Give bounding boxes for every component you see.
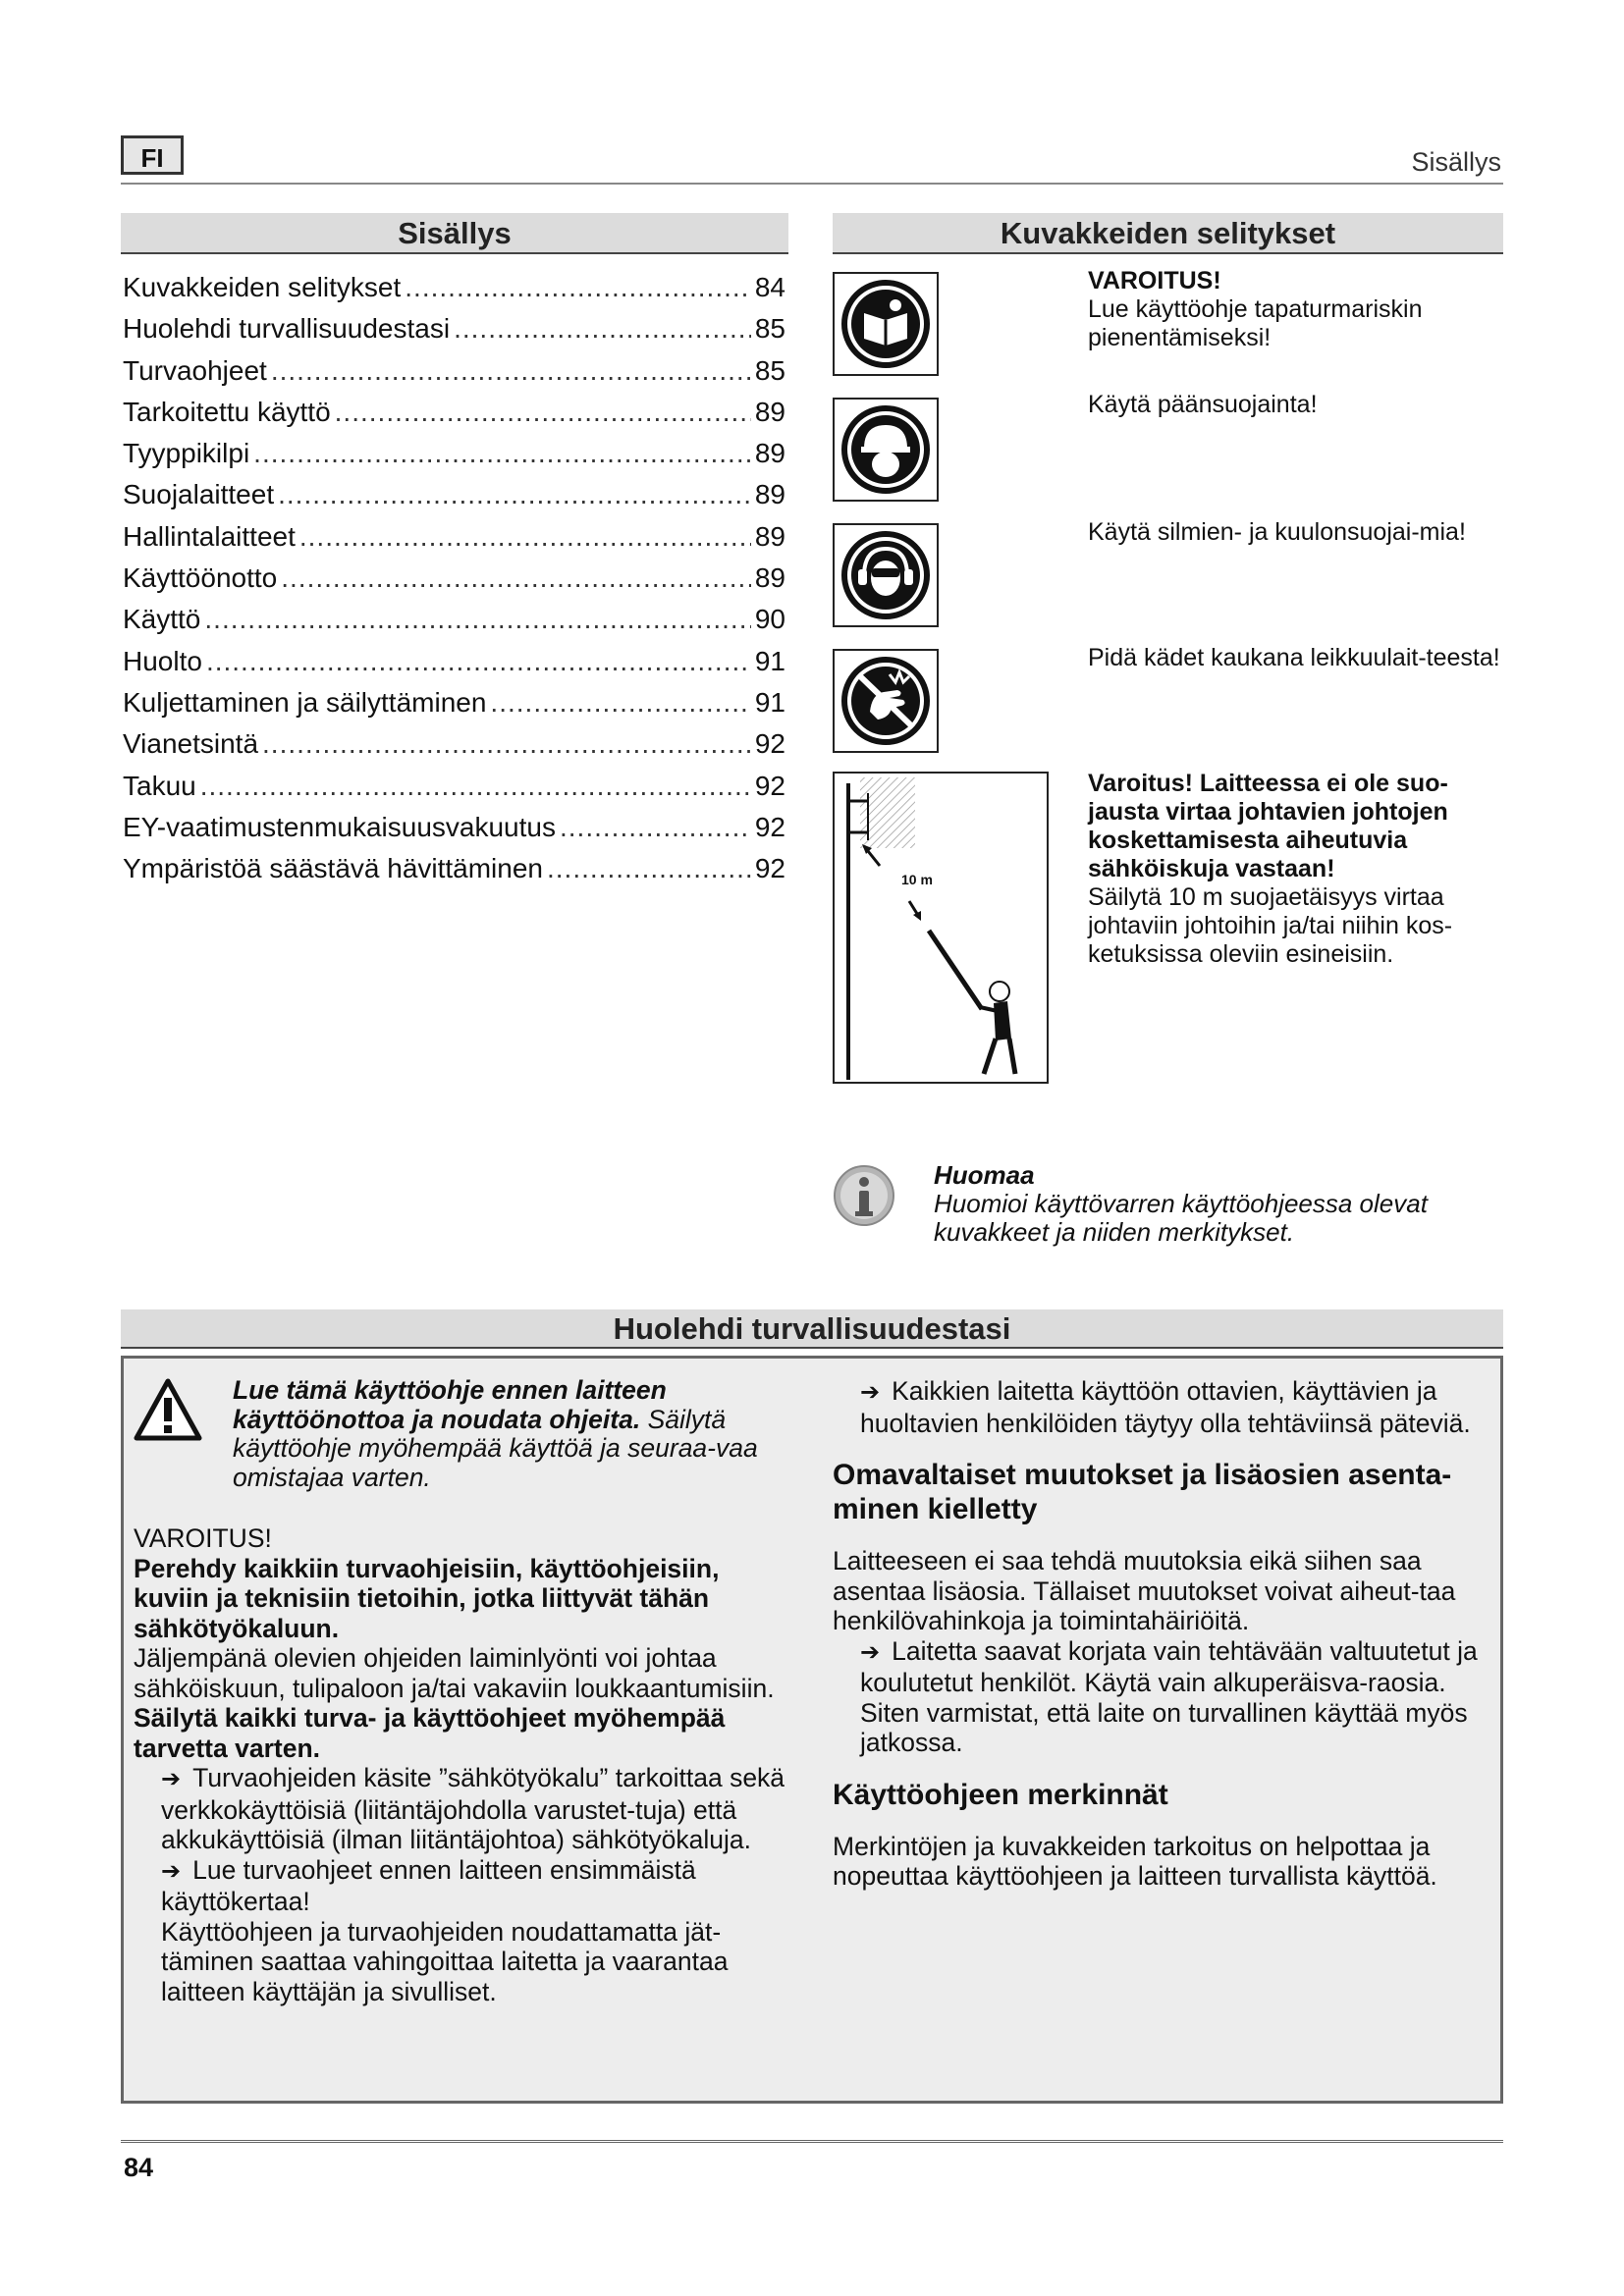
pictogram-5-text bbox=[1088, 770, 1500, 969]
toc-leader-dots bbox=[206, 641, 751, 682]
safety-title: Huolehdi turvallisuudestasi bbox=[121, 1309, 1503, 1349]
head-protection-icon bbox=[833, 398, 939, 502]
bullet-power-tool: ➔ Turvaohjeiden käsite ”sähkötyökalu” tarkoittaa sekä verkkokäyttöisiä (liitäntäjohdolla varustet-tuja) että akkukäyttöisiä (ilman liitäntäjohtoa) sähkötyökaluja. bbox=[161, 1763, 785, 1854]
toc-leader-dots bbox=[271, 350, 751, 392]
bullet-read-before: ➔ Lue turvaohjeet ennen laitteen ensimmäistä käyttökertaa! bbox=[161, 1854, 696, 1916]
toc-entry-label: Kuljettaminen ja säilyttäminen bbox=[123, 686, 487, 718]
pictogram-3-text: Käytä silmien- ja kuulonsuojai-mia! bbox=[1088, 518, 1466, 546]
pictogram-1-text bbox=[1088, 267, 1500, 352]
toc-leader-dots bbox=[299, 516, 751, 558]
toc-entry bbox=[123, 433, 785, 474]
toc-entry-label: Käyttö bbox=[123, 604, 201, 635]
toc-entry-label: Takuu bbox=[123, 770, 196, 801]
toc-entry-page: 92 bbox=[754, 770, 785, 801]
toc-entry bbox=[123, 308, 785, 349]
toc-leader-dots bbox=[490, 682, 750, 723]
pictograms-title: Kuvakkeiden selitykset bbox=[833, 213, 1503, 254]
toc-entry bbox=[123, 350, 785, 392]
pictogram-4-text: Pidä kädet kaukana leikkuulait-teesta! bbox=[1088, 644, 1500, 671]
toc-entry-page: 89 bbox=[754, 438, 785, 469]
toc-leader-dots bbox=[335, 392, 751, 433]
toc-entry-label: Vianetsintä bbox=[123, 728, 259, 760]
language-tab: FI bbox=[121, 135, 184, 175]
toc-leader-dots bbox=[560, 807, 751, 848]
warning-read-manual: Lue tämä käyttöohje ennen laitteen käyttöönottoa ja noudata ohjeita. Säilytä käyttöohje myöhempää käyttöä ja seuraa-vaa omistajaa varten. bbox=[233, 1375, 758, 1492]
info-icon bbox=[833, 1164, 895, 1227]
toc-entry bbox=[123, 558, 785, 599]
marks-heading: Käyttöohjeen merkinnät bbox=[833, 1778, 1168, 1811]
varoitus-block bbox=[134, 1523, 801, 2006]
bullet-read-before-cont: Käyttöohjeen ja turvaohjeiden noudattamatta jät-täminen saattaa vahingoittaa laitetta ja vaarantaa laitteen käyttäjän ja sivulliset. bbox=[161, 1916, 729, 2006]
toc-entry-label: Suojalaitteet bbox=[123, 479, 275, 510]
toc-entry-label: Tarkoitettu käyttö bbox=[123, 396, 331, 427]
toc-entry bbox=[123, 516, 785, 558]
page-number: 84 bbox=[124, 2153, 154, 2182]
toc-entry bbox=[123, 848, 785, 889]
toc-entry-page: 85 bbox=[754, 313, 785, 345]
toc-entry bbox=[123, 723, 785, 765]
toc-leader-dots bbox=[253, 433, 751, 474]
toc-leader-dots bbox=[281, 558, 751, 599]
warning-triangle-icon bbox=[134, 1378, 202, 1441]
varoitus-label: VAROITUS! bbox=[134, 1523, 272, 1553]
toc-leader-dots bbox=[547, 848, 751, 889]
table-of-contents bbox=[123, 267, 785, 889]
toc-entry bbox=[123, 682, 785, 723]
toc-entry-page: 91 bbox=[754, 686, 785, 718]
toc-entry-page: 84 bbox=[754, 272, 785, 302]
toc-entry-page: 92 bbox=[754, 853, 785, 884]
toc-entry bbox=[123, 267, 785, 308]
toc-entry bbox=[123, 641, 785, 682]
header-section-title: Sisällys bbox=[1411, 147, 1501, 177]
toc-leader-dots bbox=[200, 766, 751, 807]
toc-entry-page: 89 bbox=[754, 520, 785, 552]
toc-entry bbox=[123, 599, 785, 640]
footer-divider bbox=[121, 2140, 1503, 2143]
safety-right-column bbox=[833, 1376, 1486, 1892]
toc-entry-label: Huolehdi turvallisuudestasi bbox=[123, 313, 451, 345]
keep-hands-away-icon bbox=[833, 649, 939, 753]
note bbox=[934, 1161, 1503, 1247]
toc-leader-dots bbox=[204, 599, 750, 640]
toc-leader-dots bbox=[262, 723, 751, 765]
toc-entry-label: Kuvakkeiden selitykset bbox=[123, 272, 402, 302]
varoitus-text: Jäljempänä olevien ohjeiden laiminlyönti voi johtaa sähköiskuun, tulipaloon ja/tai vakaviin loukkaantumisiin. bbox=[134, 1643, 775, 1703]
varoitus-bold: Perehdy kaikkiin turvaohjeisiin, käyttöohjeisiin, kuviin ja teknisiin tietoihin, jotka liittyvät tähän sähkötyökaluun. bbox=[134, 1553, 720, 1643]
distance-label: 10 m bbox=[901, 872, 933, 887]
pictogram-2-text: Käytä päänsuojainta! bbox=[1088, 391, 1318, 418]
power-line-distance-icon bbox=[833, 772, 1049, 1084]
toc-entry-page: 89 bbox=[754, 562, 785, 594]
toc-entry-page: 89 bbox=[754, 396, 785, 427]
toc-entry-label: Huolto bbox=[123, 645, 202, 676]
toc-entry bbox=[123, 807, 785, 848]
pictogram-1-heading: VAROITUS! bbox=[1088, 267, 1221, 294]
mods-heading: Omavaltaiset muutokset ja lisäosien asenta-minen kielletty bbox=[833, 1459, 1452, 1525]
keep-instructions: Säilytä kaikki turva- ja käyttöohjeet myöhempää tarvetta varten. bbox=[134, 1703, 726, 1763]
pictogram-5-heading: Varoitus! Laitteessa ei ole suo-jausta virtaa johtavien johtojen koskettamisesta aiheutuvia sähköiskuja vastaan! bbox=[1088, 770, 1448, 882]
eye-ear-protection-icon bbox=[833, 523, 939, 627]
note-body: Huomioi käyttövarren käyttöohjeessa olevat kuvakkeet ja niiden merkitykset. bbox=[934, 1189, 1428, 1247]
toc-entry-label: Ympäristöä säästävä hävittäminen bbox=[123, 853, 543, 884]
toc-entry-label: Turvaohjeet bbox=[123, 354, 267, 386]
header-divider bbox=[121, 183, 1503, 185]
toc-leader-dots bbox=[405, 267, 751, 308]
note-title: Huomaa bbox=[934, 1160, 1035, 1190]
toc-leader-dots bbox=[454, 308, 751, 349]
toc-entry-page: 85 bbox=[754, 354, 785, 386]
arrow-icon: ➔ bbox=[860, 1638, 881, 1666]
arrow-icon: ➔ bbox=[161, 1857, 182, 1885]
toc-entry-page: 91 bbox=[754, 645, 785, 676]
toc-entry bbox=[123, 392, 785, 433]
toc-entry-label: Tyyppikilpi bbox=[123, 438, 250, 469]
mods-text: Laitteeseen ei saa tehdä muutoksia eikä siihen saa asentaa lisäosia. Tällaiset muutokset voivat aiheut-taa henkilövahinkoja ja toimintahäiriöitä. bbox=[833, 1546, 1456, 1635]
arrow-icon: ➔ bbox=[161, 1766, 182, 1792]
toc-entry-page: 90 bbox=[754, 604, 785, 635]
toc-title: Sisällys bbox=[121, 213, 788, 254]
toc-entry-label: EY-vaatimustenmukaisuusvakuutus bbox=[123, 811, 556, 842]
toc-entry-page: 92 bbox=[754, 728, 785, 760]
toc-entry bbox=[123, 474, 785, 515]
pictogram-5-body: Säilytä 10 m suojaetäisyys virtaa johtaviin johtoihin ja/tai niihin kos-ketuksissa oleviin esineisiin. bbox=[1088, 883, 1453, 968]
toc-entry-label: Hallintalaitteet bbox=[123, 520, 296, 552]
toc-entry-page: 92 bbox=[754, 811, 785, 842]
pictogram-1-body: Lue käyttöohje tapaturmariskin pienentämiseksi! bbox=[1088, 295, 1423, 351]
toc-entry-label: Käyttöönotto bbox=[123, 562, 278, 594]
read-manual-icon bbox=[833, 272, 939, 376]
toc-entry bbox=[123, 766, 785, 807]
marks-text: Merkintöjen ja kuvakkeiden tarkoitus on helpottaa ja nopeuttaa käyttöohjeen ja laitteen turvallista käyttöä. bbox=[833, 1831, 1437, 1891]
arrow-icon: ➔ bbox=[860, 1379, 881, 1406]
bullet-qualified: ➔ Kaikkien laitetta käyttöön ottavien, käyttävien ja huoltavien henkilöiden täytyy olla tehtäviinsä päteviä. bbox=[860, 1376, 1471, 1438]
bullet-repairs: ➔ Laitetta saavat korjata vain tehtävään valtuutetut ja koulutetut henkilöt. Käytä vain alkuperäisva-raosia. Siten varmistat, että laite on turvallinen käyttää myös jatkossa. bbox=[860, 1635, 1478, 1757]
toc-leader-dots bbox=[278, 474, 751, 515]
toc-entry-page: 89 bbox=[754, 479, 785, 510]
